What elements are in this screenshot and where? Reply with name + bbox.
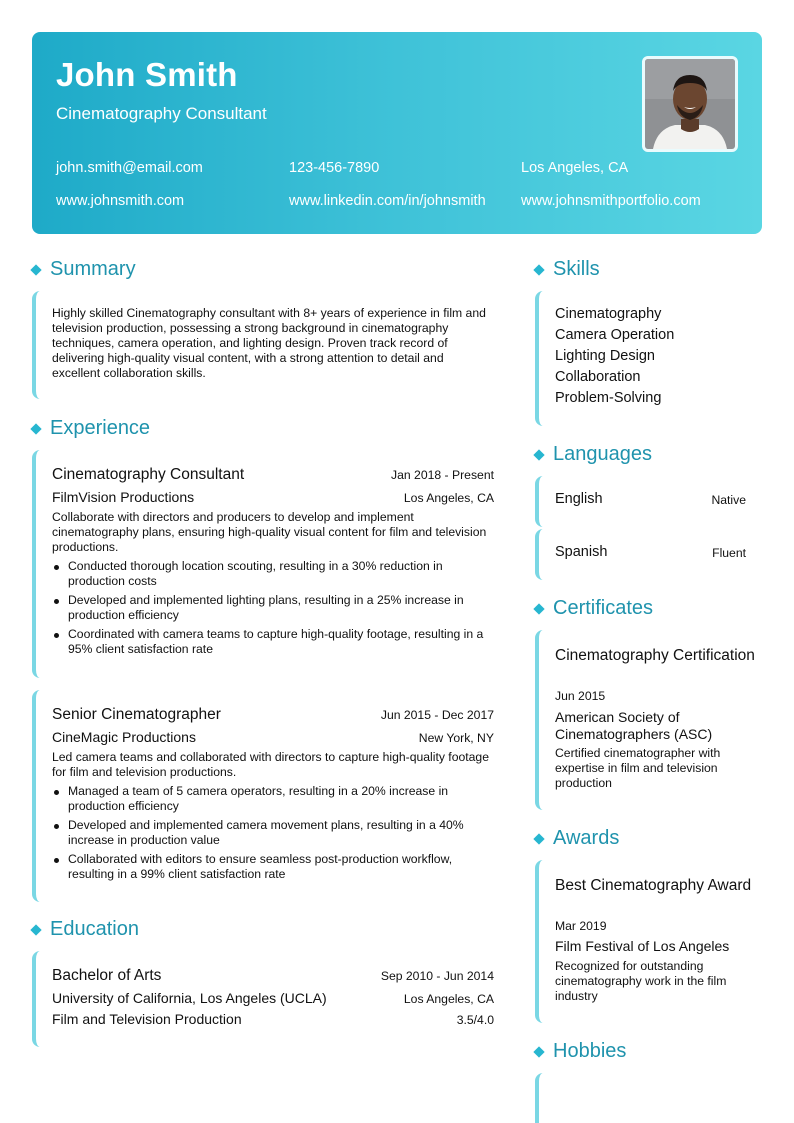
skill-item: Problem-Solving [555, 390, 662, 406]
skills-block [535, 291, 762, 426]
skill-item: Cinematography [555, 306, 662, 322]
job-location: New York, NY [418, 731, 494, 745]
job-location: Los Angeles, CA [403, 491, 494, 505]
achievement-list [52, 784, 494, 886]
hobbies-heading-label: Hobbies [553, 1040, 627, 1062]
summary-heading-label: Summary [50, 258, 136, 280]
experience-heading-label: Experience [50, 417, 151, 439]
gpa: 3.5/4.0 [456, 1013, 494, 1027]
experience-item [32, 690, 494, 902]
school-location: Los Angeles, CA [403, 992, 494, 1006]
language-name: English [555, 491, 603, 507]
portfolio-link[interactable]: www.johnsmithportfolio.com [521, 193, 701, 209]
experience-heading [30, 417, 150, 440]
diamond-icon [30, 924, 41, 935]
language-item [535, 476, 762, 527]
awards-heading-label: Awards [553, 827, 620, 849]
candidate-title: Cinematography Consultant [56, 104, 267, 123]
languages-heading-label: Languages [553, 443, 652, 465]
certificate-item [535, 630, 762, 810]
skills-heading [533, 258, 600, 281]
achievement-list [52, 559, 494, 661]
education-dates: Sep 2010 - Jun 2014 [380, 969, 494, 983]
summary-heading [30, 258, 136, 281]
award-item [535, 860, 762, 1023]
linkedin-link[interactable]: www.linkedin.com/in/johnsmith [289, 193, 486, 209]
diamond-icon [533, 603, 544, 614]
certificate-issuer: American Society of Cinematographers (ASC) [555, 709, 713, 742]
email-link[interactable]: john.smith@email.com [56, 160, 203, 176]
languages-heading [533, 443, 652, 466]
hobbies-heading [533, 1040, 626, 1063]
diamond-icon [533, 449, 544, 460]
profile-photo [642, 56, 738, 152]
language-item [535, 529, 762, 580]
award-date: Mar 2019 [555, 919, 607, 933]
avatar-icon [645, 59, 735, 149]
certificate-title: Cinematography Certification [555, 647, 755, 664]
skill-item: Camera Operation [555, 327, 675, 343]
achievement-item: Conducted thorough location scouting, resulting in a 30% reduction in production costs [52, 559, 494, 589]
certificates-heading [533, 597, 653, 620]
achievement-item: Managed a team of 5 camera operators, resulting in a 20% increase in production efficiency [52, 784, 494, 814]
candidate-name: John Smith [56, 56, 238, 93]
phone-number[interactable]: 123-456-7890 [289, 160, 380, 176]
achievement-item: Coordinated with camera teams to capture high-quality footage, resulting in a 95% client satisfaction rate [52, 627, 494, 657]
language-name: Spanish [555, 544, 608, 560]
resume-header [32, 32, 762, 234]
job-description: Led camera teams and collaborated with directors to capture high-quality footage for film and television productions. [52, 750, 489, 779]
job-title: Cinematography Consultant [52, 466, 245, 483]
diamond-icon [533, 1046, 544, 1057]
award-description: Recognized for outstanding cinematography work in the film industry [555, 959, 727, 1003]
achievement-item: Developed and implemented lighting plans, resulting in a 25% increase in production efficiency [52, 593, 494, 623]
certificate-description: Certified cinematographer with expertise in film and television production [555, 746, 721, 790]
company-name: CineMagic Productions [52, 729, 196, 745]
diamond-icon [30, 423, 41, 434]
job-dates: Jan 2018 - Present [391, 468, 494, 482]
diamond-icon [30, 264, 41, 275]
language-level: Fluent [712, 546, 746, 560]
degree-name: Bachelor of Arts [52, 967, 162, 984]
summary-text: Highly skilled Cinematography consultant with 8+ years of experience in film and television production, possessing a strong background in cinematography techniques, camera operation, and lighting design. Proven track record of delivering high-quality visual content, with a strong attention to detail and excellent collaboration skills. [52, 306, 486, 380]
skill-item: Lighting Design [555, 348, 655, 364]
school-name: University of California, Los Angeles (UCLA) [52, 990, 327, 1006]
job-title: Senior Cinematographer [52, 706, 221, 723]
company-name: FilmVision Productions [52, 489, 195, 505]
achievement-item: Developed and implemented camera movement plans, resulting in a 40% increase in production value [52, 818, 494, 848]
education-heading [30, 918, 139, 941]
awards-heading [533, 827, 619, 850]
diamond-icon [533, 833, 544, 844]
diamond-icon [533, 264, 544, 275]
location-text: Los Angeles, CA [521, 160, 629, 176]
certificates-heading-label: Certificates [553, 597, 654, 619]
job-description: Collaborate with directors and producers to develop and implement cinematography plans, ensuring high-quality visual content for film and television productions. [52, 510, 487, 554]
certificate-date: Jun 2015 [555, 689, 606, 703]
achievement-item: Collaborated with editors to ensure seamless post-production workflow, resulting in a 99% client satisfaction rate [52, 852, 494, 882]
experience-item [32, 450, 494, 678]
summary-block [32, 291, 494, 399]
skills-heading-label: Skills [553, 258, 600, 280]
language-level: Native [711, 493, 746, 507]
skill-item: Collaboration [555, 369, 641, 385]
field-of-study: Film and Television Production [52, 1011, 242, 1027]
education-block [32, 951, 494, 1047]
award-issuer: Film Festival of Los Angeles [555, 938, 730, 954]
job-dates: Jun 2015 - Dec 2017 [380, 708, 494, 722]
award-title: Best Cinematography Award [555, 877, 752, 894]
hobbies-block [535, 1073, 762, 1123]
website-link[interactable]: www.johnsmith.com [56, 193, 185, 209]
education-heading-label: Education [50, 918, 139, 940]
